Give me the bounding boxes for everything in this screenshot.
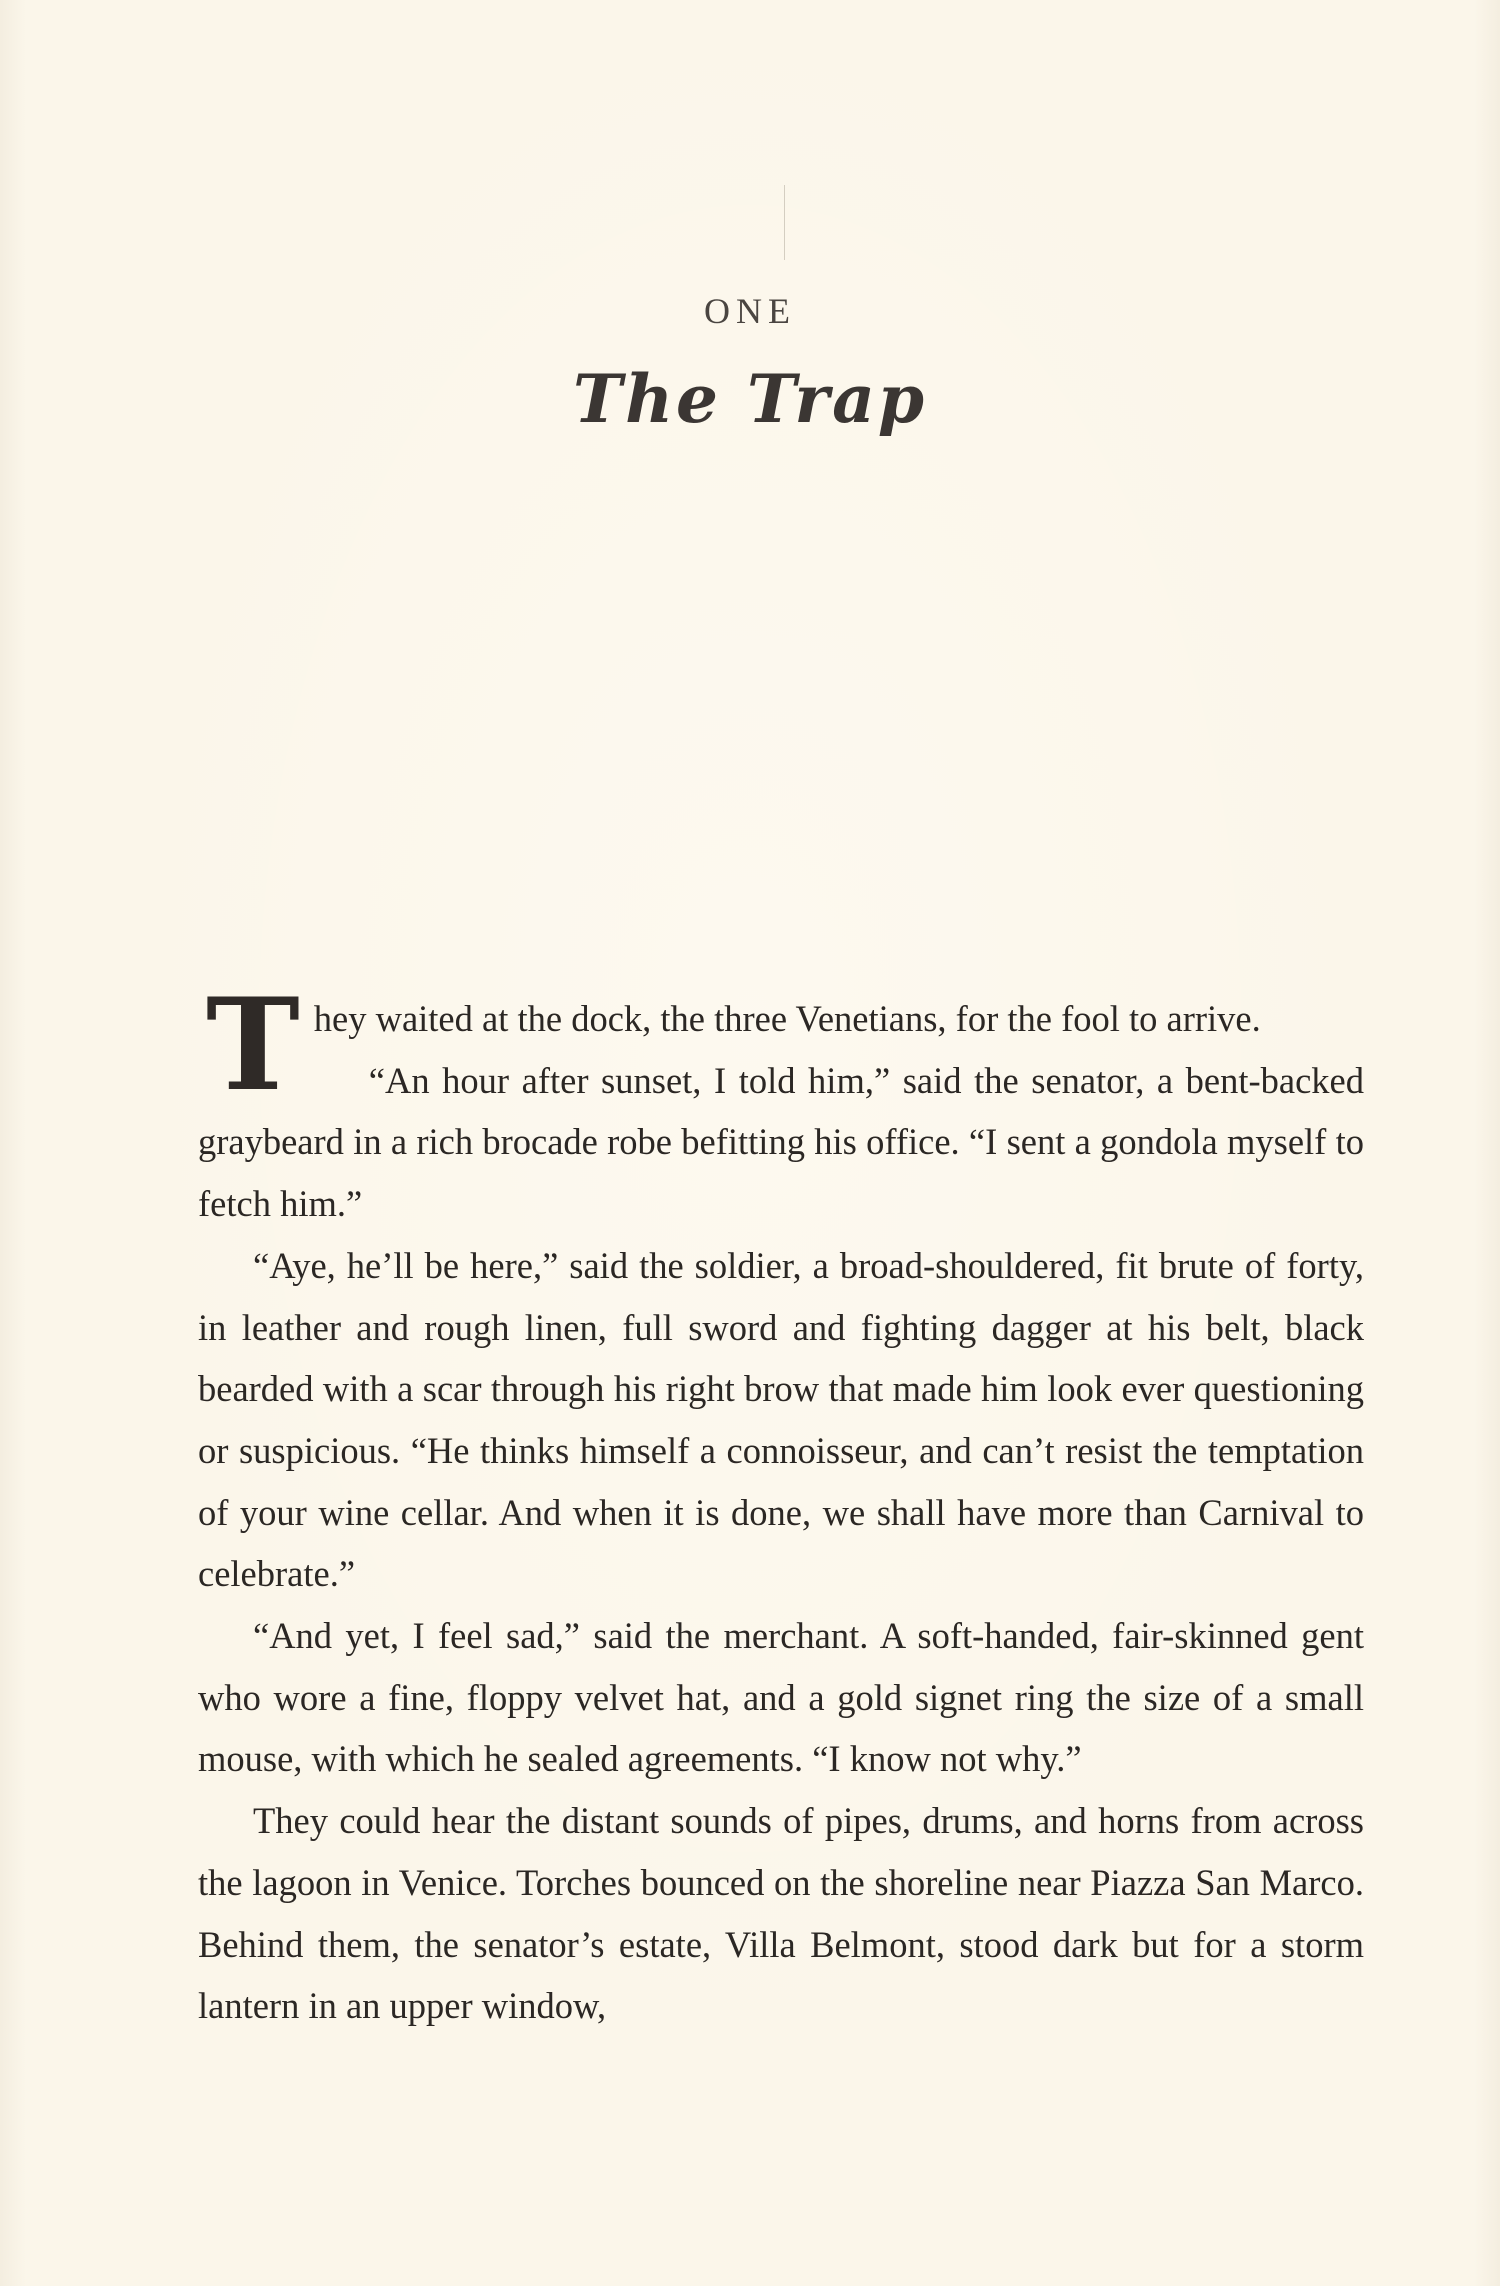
paragraph-3: “Aye, he’ll be here,” said the soldier, a broad-shouldered, fit brute of forty, in leather and rough linen, full sword and fighting dagger at his belt, black bearded with a scar through his right brow that made him look ever questioning or suspicious. “He thinks himself a connoisseur, and can’t resist the temptation of your wine cellar. And when it is done, we shall have more than Carnival to celebrate.” [198,1244,1364,1595]
chapter-body [198,971,1364,2037]
paragraph-1 [198,971,1364,1119]
paragraph-5: They could hear the distant sounds of pipes, drums, and horns from across the lagoon in Venice. Torches bounced on the shoreline near Piazza San Marco. Behind them, the senator’s estate, Villa Belmont, stood dark but for a storm lantern in an upper window, [198,1800,1364,2027]
paragraph-1-text: hey waited at the dock, the three Venetians, for the fool to arrive. [313,998,1261,1039]
paragraph-2: “An hour after sunset, I told him,” said the senator, a bent-backed graybeard in a rich brocade robe befitting his office. “I sent a gondola myself to fetch him.” [198,1059,1364,1225]
paragraph-4: “And yet, I feel sad,” said the merchant. A soft-handed, fair-skinned gent who wore a fine, floppy velvet hat, and a gold signet ring the size of a small mouse, with which he sealed agreements. “I know not why.” [198,1615,1364,1780]
chapter-title: The Trap [572,360,928,438]
drop-cap: T [206,971,300,1119]
chapter-number: ONE [704,291,796,331]
page-crease [784,185,785,260]
